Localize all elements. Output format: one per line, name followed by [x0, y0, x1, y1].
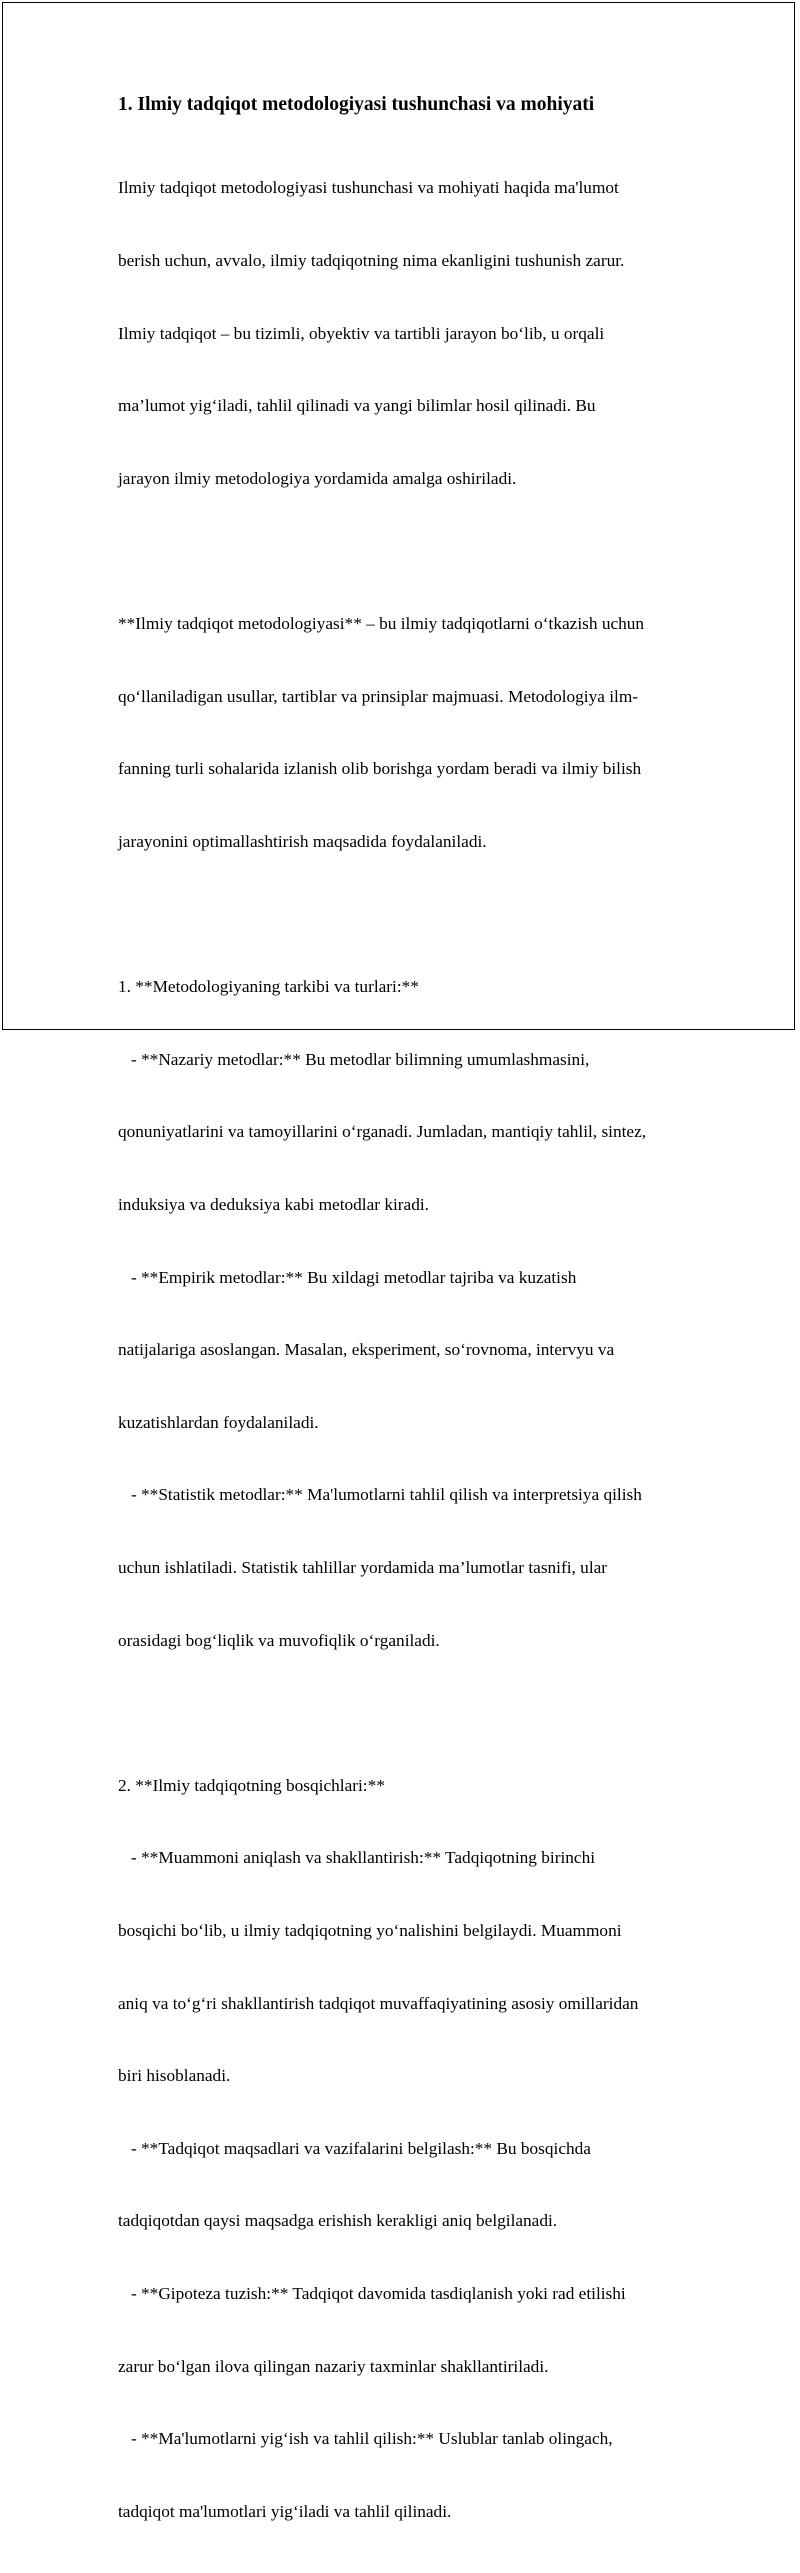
- text-line: - **Muammoni aniqlash va shakllantirish:** Tadqiqotning birinchi: [118, 1848, 596, 1868]
- text-line: tadqiqotdan qaysi maqsadga erishish kerakligi aniq belgilanadi.: [118, 2211, 558, 2231]
- text-line: berish uchun, avvalo, ilmiy tadqiqotning nima ekanligini tushunish zarur.: [118, 251, 625, 271]
- text-line: biri hisoblanadi.: [118, 2066, 231, 2086]
- text-line: Ilmiy tadqiqot metodologiyasi tushunchasi va mohiyati haqida ma'lumot: [118, 178, 619, 198]
- text-line: fanning turli sohalarida izlanish olib borishga yordam beradi va ilmiy bilish: [118, 759, 642, 779]
- text-line: **Ilmiy tadqiqot metodologiyasi** – bu ilmiy tadqiqotlarni o‘tkazish uchun: [118, 614, 645, 634]
- text-line: natijalariga asoslangan. Masalan, eksperiment, so‘rovnoma, intervyu va: [118, 1340, 615, 1360]
- text-line: aniq va to‘g‘ri shakllantirish tadqiqot muvaffaqiyatining asosiy omillaridan: [118, 1993, 639, 2013]
- blank-line: [118, 539, 688, 563]
- text-line: 2. **Ilmiy tadqiqotning bosqichlari:**: [118, 1775, 385, 1795]
- text-line: - **Ma'lumotlarni yig‘ish va tahlil qilish:** Uslublar tanlab olingach,: [118, 2429, 613, 2449]
- text-line: tadqiqot ma'lumotlari yig‘iladi va tahlil qilinadi.: [118, 2501, 452, 2521]
- text-line: bosqichi bo‘lib, u ilmiy tadqiqotning yo‘nalishini belgilaydi. Muammoni: [118, 1921, 622, 1941]
- text-line: orasidagi bog‘liqlik va muvofiqlik o‘rganiladi.: [118, 1630, 440, 1650]
- text-line: 1. **Metodologiyaning tarkibi va turlari:**: [118, 977, 419, 997]
- text-line: - **Empirik metodlar:** Bu xildagi metodlar tajriba va kuzatish: [118, 1267, 577, 1287]
- text-line: - **Tadqiqot maqsadlari va vazifalarini belgilash:** Bu bosqichda: [118, 2138, 591, 2158]
- text-line: uchun ishlatiladi. Statistik tahlillar yordamida ma’lumotlar tasnifi, ular: [118, 1557, 608, 1577]
- text-line: qonuniyatlarini va tamoyillarini o‘rganadi. Jumladan, mantiqiy tahlil, sintez,: [118, 1122, 647, 1142]
- section-heading: 1. Ilmiy tadqiqot metodologiyasi tushunchasi va mohiyati: [118, 94, 595, 115]
- document-body: [118, 128, 688, 2573]
- document-content: [118, 92, 688, 2573]
- text-line: ma’lumot yig‘iladi, tahlil qilinadi va yangi bilimlar hosil qilinadi. Bu: [118, 396, 596, 416]
- text-line: kuzatishlardan foydalaniladi.: [118, 1412, 319, 1432]
- text-line: Ilmiy tadqiqot – bu tizimli, obyektiv va tartibli jarayon bo‘lib, u orqali: [118, 323, 605, 343]
- text-line: jarayonini optimallashtirish maqsadida foydalaniladi.: [118, 831, 487, 851]
- text-line: induksiya va deduksiya kabi metodlar kiradi.: [118, 1194, 429, 1214]
- text-line: - **Nazariy metodlar:** Bu metodlar bilimning umumlashmasini,: [118, 1049, 590, 1069]
- text-line: qo‘llaniladigan usullar, tartiblar va prinsiplar majmuasi. Metodologiya ilm-: [118, 686, 639, 706]
- text-line: jarayon ilmiy metodologiya yordamida amalga oshiriladi.: [118, 468, 517, 488]
- text-line: - **Statistik metodlar:** Ma'lumotlarni tahlil qilish va interpretsiya qilish: [118, 1485, 642, 1505]
- text-line: zarur bo‘lgan ilova qilingan nazariy taxminlar shakllantiriladi.: [118, 2356, 549, 2376]
- text-line: - **Gipoteza tuzish:** Tadqiqot davomida tasdiqlanish yoki rad etilishi: [118, 2284, 626, 2304]
- blank-line: [118, 903, 688, 927]
- blank-line: [118, 1701, 688, 1725]
